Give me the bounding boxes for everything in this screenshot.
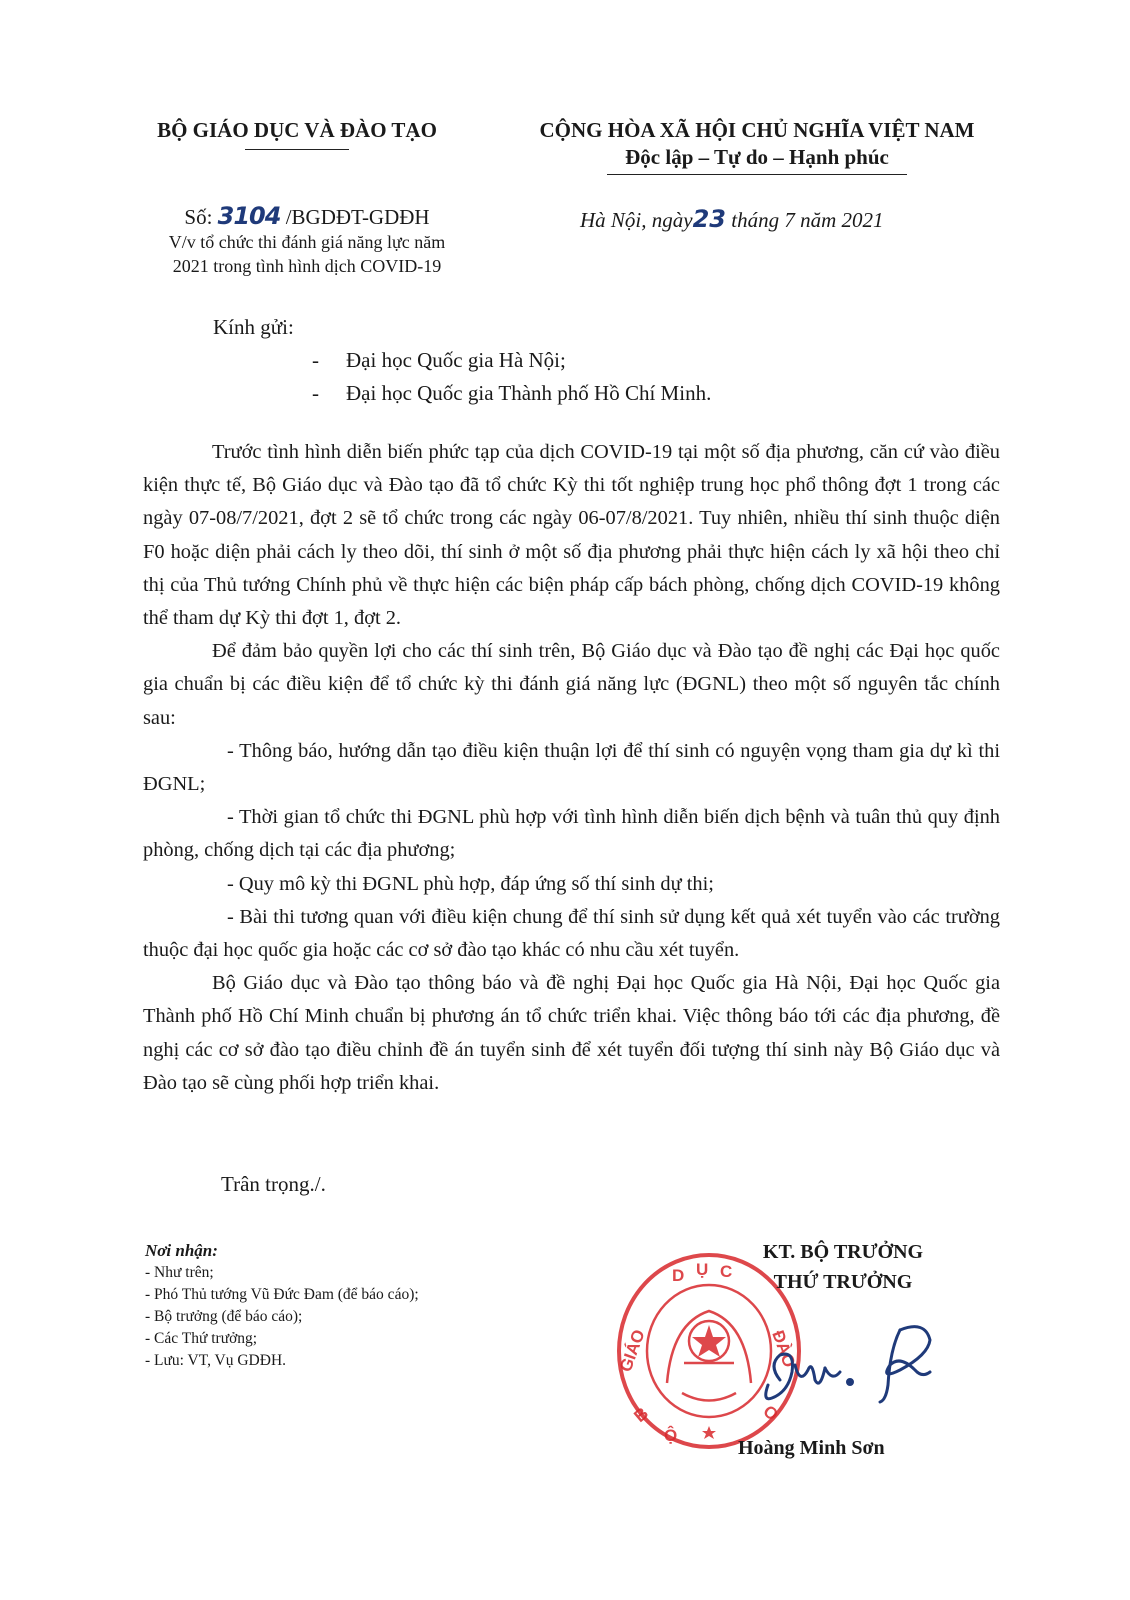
signatory-line-1: KT. BỘ TRƯỞNG [762,1241,924,1263]
date-prefix: Hà Nội, ngày [580,208,693,232]
distribution-item: - Các Thứ trưởng; [145,1330,258,1347]
date-day: 23 [692,205,726,233]
national-header [497,118,1017,175]
svg-text:C: C [720,1262,733,1281]
subject-line-1: V/v tổ chức thi đánh giá năng lực năm [168,232,446,252]
principle-item: - Thời gian tổ chức thi ĐGNL phù hợp với tình hình diễn biến dịch bệnh và tuân thủ quy định phòng, chống dịch tại các địa phương; [143,806,1000,862]
issuing-agency [132,118,462,150]
svg-text:GIÁO: GIÁO [615,1327,649,1375]
signatory-name: Hoàng Minh Sơn [738,1437,885,1459]
principle-item: - Quy mô kỳ thi ĐGNL phù hợp, đáp ứng số thí sinh dự thi; [227,872,714,895]
principle-item: - Thông báo, hướng dẫn tạo điều kiện thuận lợi để thí sinh có nguyện vọng tham gia dự kì thi ĐGNL; [143,739,1000,796]
svg-text:Ụ: Ụ [696,1260,709,1279]
distribution-title: Nơi nhận: [145,1241,218,1260]
document-reference [132,203,482,278]
agency-underline [245,149,349,150]
national-motto: Độc lập – Tự do – Hạnh phúc [625,145,889,169]
document-number-line [132,203,482,230]
distribution-item: - Bộ trưởng (để báo cáo); [145,1308,303,1325]
recipient-name: Đại học Quốc gia Thành phố Hồ Chí Minh. [346,381,712,405]
svg-text:D: D [672,1266,685,1285]
motto-underline [607,174,907,175]
recipient-dash: - [312,381,319,405]
agency-name: BỘ GIÁO DỤC VÀ ĐÀO TẠO [157,118,437,142]
body-paragraph-2: Để đảm bảo quyền lợi cho các thí sinh trên, Bộ Giáo dục và Đào tạo đề nghị các Đại học quốc gia chuẩn bị các điều kiện để tổ chức kỳ thi đánh giá năng lực (ĐGNL) theo một số nguyên tắc chính sau: [143,640,1000,729]
issue-date [580,205,883,233]
signatory-line-2: THỨ TRƯỞNG [773,1271,913,1293]
distribution-list [145,1240,419,1372]
body-paragraph-1: Trước tình hình diễn biến phức tạp của dịch COVID-19 tại một số địa phương, căn cứ vào điều kiện thực tế, Bộ Giáo dục và Đào tạo đã tổ chức Kỳ thi tốt nghiệp trung học phổ thông đợt 1 trong các ngày 07-08/7/2021, đợt 2 sẽ tổ chức trong các ngày 06-07/8/2021. Tuy nhiên, nhiều thí sinh thuộc diện F0 hoặc diện phải cách ly theo dõi, thí sinh ở một số địa phương phải thực hiện cách ly xã hội theo chỉ thị của Thủ tướng Chính phủ về thực hiện các biện pháp cấp bách phòng, chống dịch COVID-19 không thể tham dự Kỳ thi đợt 1, đợt 2. [143,441,1000,630]
recipient-list [312,344,711,410]
document-code: /BGDĐT-GDĐH [285,205,430,229]
svg-text:O: O [759,1401,782,1425]
letter-body [143,436,1000,1100]
handwritten-signature-icon [750,1310,950,1420]
svg-text:ĐÀO: ĐÀO [768,1327,800,1370]
distribution-item: - Lưu: VT, Vụ GDĐH. [145,1352,287,1369]
distribution-item: - Như trên; [145,1264,214,1281]
recipient-name: Đại học Quốc gia Hà Nội; [346,348,566,372]
distribution-item: - Phó Thủ tướng Vũ Đức Đam (để báo cáo); [145,1286,419,1303]
subject-line-2: 2021 trong tình hình dịch COVID-19 [172,256,442,276]
recipient-dash: - [312,348,319,372]
body-paragraph-3: Bộ Giáo dục và Đào tạo thông báo và đề nghị Đại học Quốc gia Hà Nội, Đại học Quốc gia Thành phố Hồ Chí Minh chuẩn bị phương án tổ chức triển khai. Việc thông báo tới các địa phương, đề nghị các cơ sở đào tạo điều chỉnh đề án tuyển sinh để xét tuyển đối tượng thí sinh này Bộ Giáo dục và Đào tạo sẽ cùng phối hợp triển khai. [143,972,1000,1094]
greeting: Kính gửi: [213,315,294,339]
number-prefix: Số: [184,205,213,229]
signatory-title [728,1237,958,1297]
closing-salutation: Trân trọng./. [221,1172,326,1196]
principle-item: - Bài thi tương quan với điều kiện chung để thí sinh sử dụng kết quả xét tuyển vào các trường thuộc đại học quốc gia hoặc các cơ sở đào tạo khác có nhu cầu xét tuyển. [143,905,1000,962]
recipient-item [312,344,711,377]
date-suffix: tháng 7 năm 2021 [731,208,884,232]
svg-text:Ộ: Ộ [664,1426,678,1445]
document-number: 3104 [217,202,281,230]
svg-text:B: B [630,1403,652,1427]
recipient-item [312,377,711,410]
nation-name: CỘNG HÒA XÃ HỘI CHỦ NGHĨA VIỆT NAM [539,118,975,142]
